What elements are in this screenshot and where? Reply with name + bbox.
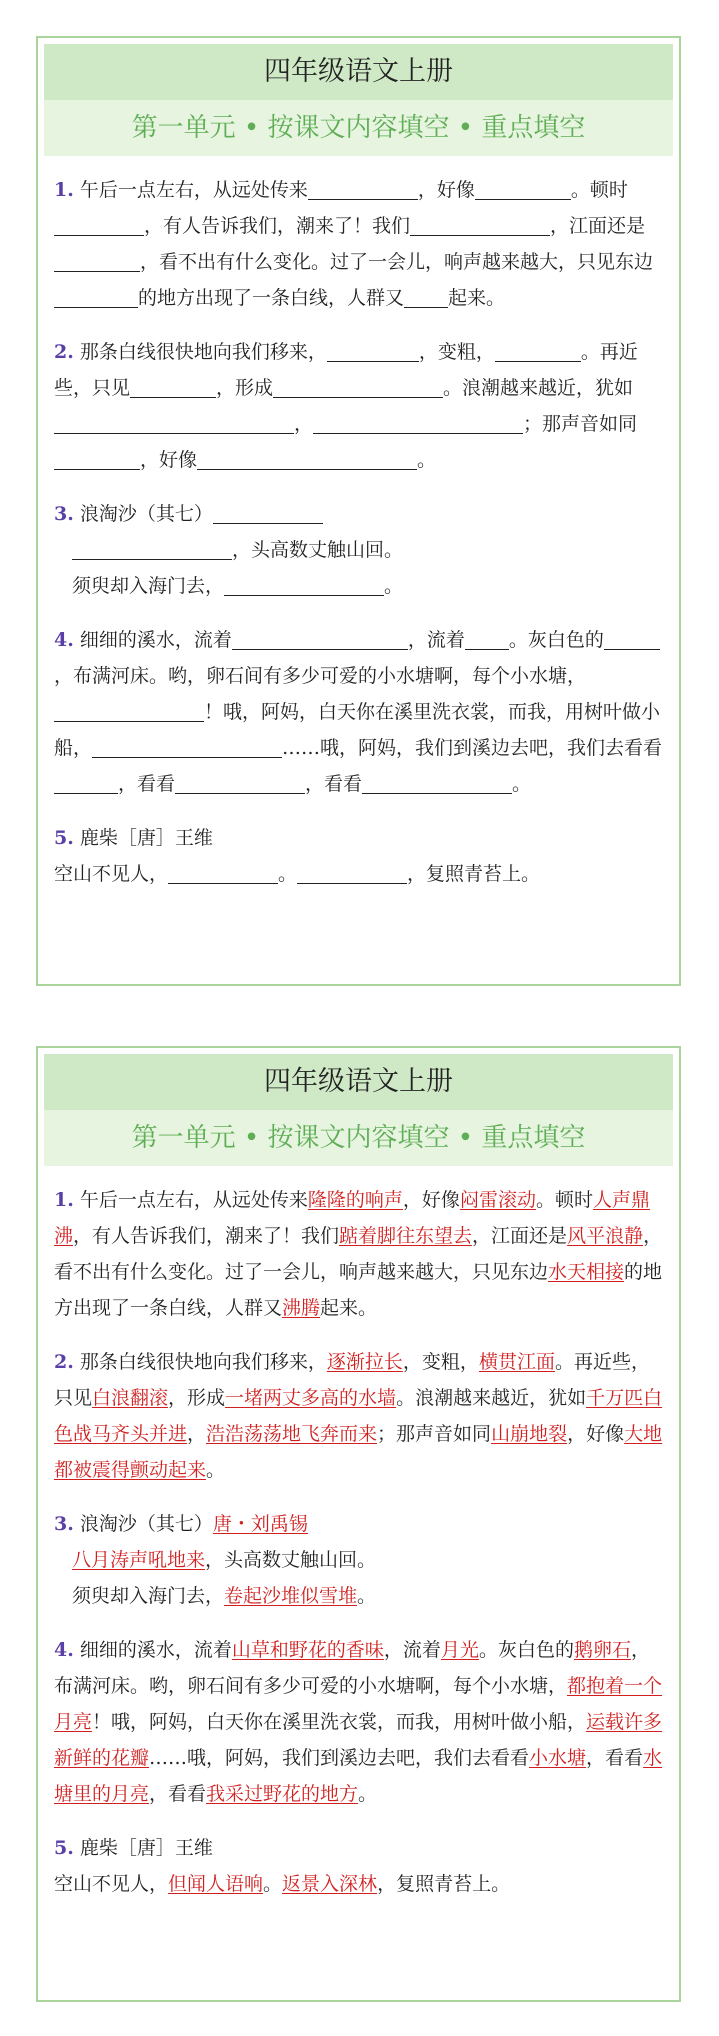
blank-field[interactable] bbox=[297, 857, 407, 884]
blank-field[interactable] bbox=[54, 443, 140, 470]
answer-text: 风平浪静 bbox=[567, 1225, 644, 1247]
question-4: 4. 细细的溪水，流着 ，流着 。灰白色的，布满河床。哟，卵石间有多少可爱的小水塘啊，每个小水塘，！哦，阿妈，白天你在溪里洗衣裳，而我，用树叶做小船， ……哦，阿妈，我们到溪边去吧，我们去看看，看看 ，看看 。 bbox=[54, 622, 667, 802]
answer-text: 沸腾 bbox=[282, 1297, 321, 1319]
blank-field[interactable] bbox=[54, 767, 118, 794]
answer-text: 水天相接 bbox=[548, 1261, 625, 1283]
answer-text: 横贯江面 bbox=[478, 1351, 555, 1373]
answer-text: 月光 bbox=[440, 1639, 479, 1661]
question-number: 1. bbox=[54, 179, 74, 201]
question-number: 5. bbox=[54, 827, 74, 849]
blank-field[interactable] bbox=[495, 335, 581, 362]
blank-field[interactable] bbox=[54, 695, 204, 722]
blank-field[interactable] bbox=[175, 767, 305, 794]
answer-text: 闷雷滚动 bbox=[459, 1189, 536, 1211]
answer-text: 唐・刘禹锡 bbox=[212, 1513, 308, 1535]
answer-text: 我采过野花的地方 bbox=[206, 1783, 359, 1805]
blank-field[interactable] bbox=[410, 209, 550, 236]
blank-field[interactable] bbox=[232, 623, 408, 650]
worksheet-card-blank bbox=[36, 36, 681, 986]
blank-field[interactable] bbox=[92, 731, 282, 758]
answer-text: 踮着脚往东望去 bbox=[339, 1225, 473, 1247]
blank-field[interactable] bbox=[130, 371, 216, 398]
question-number: 4. bbox=[54, 629, 74, 651]
answer-text: 逐渐拉长 bbox=[326, 1351, 403, 1373]
blank-field[interactable] bbox=[224, 569, 384, 596]
blank-field[interactable] bbox=[308, 173, 418, 200]
answer-text: 白浪翻滚 bbox=[92, 1387, 169, 1409]
answer-text: 浩浩荡荡地飞奔而来 bbox=[206, 1423, 378, 1445]
answer-2: 2. 那条白线很快地向我们移来，逐渐拉长，变粗，横贯江面。再近些，只见白浪翻滚，形成一堵两丈多高的水墙。浪潮越来越近，犹如千万匹白色战马齐头并进，浩浩荡荡地飞奔而来；那声音如同山崩地裂，好像大地都被震得颤动起来。 bbox=[54, 1351, 663, 1481]
answer-text: 鹅卵石 bbox=[573, 1639, 631, 1661]
blank-field[interactable] bbox=[465, 623, 509, 650]
question-number: 2. bbox=[54, 1351, 74, 1373]
blank-field[interactable] bbox=[475, 173, 571, 200]
answer-5: 5. 鹿柴［唐］王维 空山不见人，但闻人语响。返景入深林，复照青苔上。 bbox=[54, 1837, 511, 1895]
worksheet-card-answers bbox=[36, 1046, 681, 2002]
answer-3: 3. 浪淘沙（其七）唐・刘禹锡 八月涛声吼地来，头高数丈触山回。 须臾却入海门去，卷起沙堆似雪堆。 bbox=[54, 1513, 377, 1607]
answer-text: 水塘里的月亮 bbox=[54, 1747, 663, 1805]
question-number: 1. bbox=[54, 1189, 74, 1211]
blank-field[interactable] bbox=[273, 371, 443, 398]
answer-text: 山崩地裂 bbox=[491, 1423, 568, 1445]
answer-text: 人声鼎沸 bbox=[54, 1189, 650, 1247]
blank-field[interactable] bbox=[404, 281, 448, 308]
answer-text: 但闻人语响 bbox=[168, 1873, 264, 1895]
question-2: 2. 那条白线很快地向我们移来， ，变粗， 。再近些，只见 ，形成 。浪潮越来越近，犹如， ；那声音如同，好像 。 bbox=[54, 334, 667, 478]
question-3: 3. 浪淘沙（其七） ，头高数丈触山回。 须臾却入海门去， 。 bbox=[54, 496, 667, 604]
answer-text: 运载许多新鲜的花瓣 bbox=[54, 1711, 663, 1769]
blank-field[interactable] bbox=[168, 857, 278, 884]
question-number: 5. bbox=[54, 1837, 74, 1859]
answer-text: 一堵两丈多高的水墙 bbox=[225, 1387, 397, 1409]
answer-text: 卷起沙堆似雪堆 bbox=[224, 1585, 358, 1607]
question-number: 4. bbox=[54, 1639, 74, 1661]
blank-field[interactable] bbox=[362, 767, 512, 794]
blank-field[interactable] bbox=[313, 407, 523, 434]
answer-text: 返景入深林 bbox=[282, 1873, 378, 1895]
page-title: 四年级语文上册 bbox=[44, 1054, 673, 1110]
question-5: 5. 鹿柴［唐］王维 空山不见人， 。 ，复照青苔上。 bbox=[54, 827, 541, 885]
question-number: 3. bbox=[54, 503, 74, 525]
blank-field[interactable] bbox=[54, 281, 138, 308]
blank-field[interactable] bbox=[54, 245, 140, 272]
question-list bbox=[54, 172, 667, 910]
blank-field[interactable] bbox=[72, 533, 232, 560]
blank-field[interactable] bbox=[54, 209, 144, 236]
question-number: 3. bbox=[54, 1513, 74, 1535]
blank-field[interactable] bbox=[213, 497, 323, 524]
answer-text: 都抱着一个月亮 bbox=[54, 1675, 663, 1733]
blank-field[interactable] bbox=[54, 407, 294, 434]
answer-text: 千万匹白色战马齐头并进 bbox=[54, 1387, 663, 1445]
question-number: 2. bbox=[54, 341, 74, 363]
answer-list bbox=[54, 1182, 667, 1920]
answer-text: 隆隆的响声 bbox=[307, 1189, 403, 1211]
question-1: 1. 午后一点左右，从远处传来 ，好像 。顿时，有人告诉我们，潮来了！我们 ，江面还是，看不出有什么变化。过了一会儿，响声越来越大，只见东边的地方出现了一条白线，人群又 起来。 bbox=[54, 172, 667, 316]
blank-field[interactable] bbox=[197, 443, 417, 470]
page-title: 四年级语文上册 bbox=[44, 44, 673, 100]
answer-4: 4. 细细的溪水，流着山草和野花的香味，流着月光。灰白色的鹅卵石，布满河床。哟，卵石间有多少可爱的小水塘啊，每个小水塘，都抱着一个月亮！哦，阿妈，白天你在溪里洗衣裳，而我，用树叶做小船，运载许多新鲜的花瓣……哦，阿妈，我们到溪边去吧，我们去看看小水塘，看看水塘里的月亮，看看我采过野花的地方。 bbox=[54, 1639, 663, 1805]
answer-text: 小水塘 bbox=[529, 1747, 587, 1769]
answer-1: 1. 午后一点左右，从远处传来隆隆的响声，好像闷雷滚动。顿时人声鼎沸，有人告诉我们，潮来了！我们踮着脚往东望去，江面还是风平浪静，看不出有什么变化。过了一会儿，响声越来越大，只见东边水天相接的地方出现了一条白线，人群又沸腾起来。 bbox=[54, 1189, 663, 1319]
page-subtitle: 第一单元 • 按课文内容填空 • 重点填空 bbox=[44, 100, 673, 156]
blank-field[interactable] bbox=[327, 335, 419, 362]
blank-field[interactable] bbox=[604, 623, 660, 650]
answer-text: 山草和野花的香味 bbox=[231, 1639, 384, 1661]
page-subtitle: 第一单元 • 按课文内容填空 • 重点填空 bbox=[44, 1110, 673, 1166]
answer-text: 大地都被震得颤动起来 bbox=[54, 1423, 663, 1481]
answer-text: 八月涛声吼地来 bbox=[72, 1549, 206, 1571]
